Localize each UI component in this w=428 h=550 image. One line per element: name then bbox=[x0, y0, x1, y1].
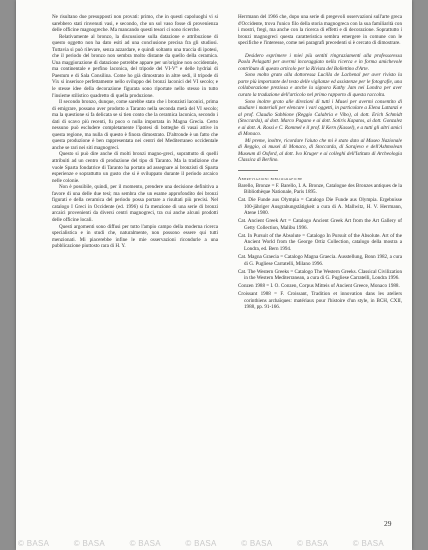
acknowledgements-note bbox=[238, 53, 402, 164]
bibliography-entry: Croissant 1988 = F. Croissant, Tradition et innovation dans les ateliers corinthiens archaïques: matériaux pour l'histoire d'un style, in BCH, CXII, 1988, pp. 91-166. bbox=[238, 291, 402, 311]
watermark-text: © BASA bbox=[241, 539, 273, 548]
left-paragraph-6: Questi argomenti sono diffusi per tutto l'ampio campo della moderna ricerca specialistica e in studi che, naturalmente, non possono essere qui tutti menzionati. Mi piacerebbe infine le mie osservazioni ricondurle a una pubblicazione piuttosto rara di H. Y. bbox=[52, 223, 218, 250]
bibliography-entry: Cat. Die Funde aus Olympia = Catalogo Die Funde aus Olympia. Ergebnisse 100-jähriger Ausgrabungstätigkeit a cura di A. Mallwitz, H. V. Herrmann, Atene 1980. bbox=[238, 197, 402, 217]
watermark-text: © BASA bbox=[296, 539, 329, 548]
bibliography bbox=[238, 176, 402, 311]
bibliography-entry: Cat. Magna Graecia = Catalogo Magna Graecia. Ausstellung, Bonn 1982, a cura di G. Pugliese Carratelli, Milano 1996. bbox=[238, 254, 402, 267]
bibliography-entry: Barello, Bronze = F. Barello, I. A. Bronze, Catalogue des Bronzes antiques de la Bibliothèque Nationale, Paris 1895. bbox=[238, 182, 402, 196]
watermark-strip bbox=[18, 539, 406, 548]
watermark-text: © BASA bbox=[18, 539, 50, 548]
note-paragraph-3: Sono inoltre grato alle direzioni di tutti i Musei per avermi consentito di studiare i materiali per elencare i vari oggetti, in particolare a Elena Lattanzi e al prof. Claudio Sabbione (Reggio Calabria e Vibo), al dott. Erich Schmidt (Stoccarda), al dott. Marco Pagano e ai dott. Sotiris Kapatos, ai dott. Gonzalez e ai dott. A. Rossi e C. Rommel e il prof. Il Kern (Kassel), e a tutti gli altri amici di Monaco. bbox=[238, 98, 402, 138]
left-paragraph-2: Relativamente al bronzo, la discussione sulla datazione e attribuzione di questo oggetto non ha dato esiti ad una conclusione precisa fra gli studiosi. Tuttavia si può rilevare, senza azzardare, e quindi soltanto una traccia di ipotesi, che il periodo del bronzo non sembra molto distante da quello della ceramica. Una maggiorazione di datazione potrebbe appare per un'origine non occidentale, ma continentale e perfino laconica, del tripode del VI-V° e delle hydriai di Paestum e di Sala Consilina. Come ho già dimostrato in altre sedi, il tripode di Vix si inserisce perfettamente nello sviluppo dei bronzi laconici del VI secolo; e le stesse idee della decorazione figurata sono riportate nello stesso in tutto l'insieme stilistico quadretto di quella produzione. bbox=[52, 33, 218, 99]
watermark-text: © BASA bbox=[73, 539, 106, 548]
document-page bbox=[16, 0, 412, 550]
right-paragraph-1: Herrmann del 1966 che, dopo una serie di pregevoli osservazioni sull'arte greca d'Occidente, trova l'unico filo della storia magnogreca con la sua familiarità con i mostri, fregi, ma anche con la ricerca di effetti e di decorazione. Soprattutto i bronzi magnogreci questa caratteristica sembra emergere in comune con le specifiche e l'interesse, come nei paragrafi precedenti si è cercato di dimostrare. bbox=[238, 14, 402, 47]
left-column bbox=[52, 14, 218, 250]
watermark-text: © BASA bbox=[129, 539, 161, 548]
bibliography-heading: Abbreviazioni bibliografiche bbox=[238, 176, 303, 182]
watermark-text: © BASA bbox=[185, 539, 217, 548]
note-paragraph-1: Desidero esprimere i miei più sentiti ringraziamenti alla professoressa Paola Pelagatti per avermi incoraggiato nella ricerca e in forma amichevole contributo di questo articolo per la Rivista del Bollettino d'Arte. bbox=[238, 52, 402, 72]
bibliography-entry: Cat. In Pursuit of the Absolute = Catalogo In Pursuit of the Absolute. Art of the Ancient World from the George Ortiz Collection, catalogo della mostra a Londra, ed. Bern 1994. bbox=[238, 232, 402, 252]
bibliography-entry: Cat. Ancient Greek Art = Catalogo Ancient Greek Art from the Art Gallery of Getty Collection, Malibu 1996. bbox=[238, 218, 402, 231]
left-paragraph-1: Ne risultano due presupposti non provati: primo, che in questi capoluoghi vi si sarebbero stati rinvenuti vasi, e secondo, che un sol vaso fosse di provenienza delle officine magnogreche. Ma mancando questi tesori ci sono ricerche. bbox=[52, 14, 218, 34]
left-paragraph-3: Il secondo bronzo, dunque, come sarebbe stato che i bronzisti laconici, prima di emigrare, possano aver prodotto a Taranto nella seconda metà del VI secolo; ma la questione si fa delicata se si tien conto che la ceramica laconica, secondo i dati di scavo più recenti, fu poco o nulla importata in Magna Grecia. Certo nessuno può escludere completamente l'ipotesi di botteghe di vasai attive in questa regione, ma nulla di questo è finora dimostrato. D'altronde è un fatto che questa produzione è ben rappresentata nei centri del Mediterraneo occidentale anche se rari nei siti magnogreci. bbox=[52, 99, 218, 151]
section-divider bbox=[238, 170, 278, 171]
left-paragraph-5: Non è possibile, quindi, per il momento, prendere una decisione definitiva a favore di una delle due tesi; ma sembra che un esame approfondito dei bronzi figurati e della ceramica del periodo possa portare a risultati più precisi. Nel catalogo I Greci in Occidente (ed. 1996) si fa menzione di una serie di bronzi arcaici provenienti da diversi centri magnogreci, tra cui anche alcuni prodotti delle officine locali. bbox=[52, 184, 218, 223]
note-paragraph-2: Sono molto grato alla dottoressa Lucilla de Lachenal per aver rivisto la parte più importante del testo delle vigilanze ed assistenze per le fotografie, una collaborazione preziosa e anche la signora Kathy Jam nei Londra per aver curato la traduzione dell'articolo nel primo rapporto di questa raccolta. bbox=[238, 72, 402, 99]
right-column bbox=[238, 14, 402, 312]
left-paragraph-4: Questo si può dire anche di molti bronzi magno-greci, soprattutto di quelli attribuiti ad un centro di produzione del tipo di Taranto. Ma la tradizione che vuole Sparta fondatrice di Taranto ha portato ad assegnare ai bronzisti di Sparta esperienze e soprattutto un gusto che si è sviluppato durante il periodo arcaico nelle colonie. bbox=[52, 151, 218, 184]
bibliography-entry: Cat. The Western Greeks = Catalogo The Western Greeks. Classical Civilization in the Western Mediterranean, a cura di G. Pugliese Carratelli, Londra 1996. bbox=[238, 268, 402, 282]
page-number: 29 bbox=[384, 519, 392, 528]
note-paragraph-4: Mi preme, inoltre, ricordare l'aiuto che mi è stato dato al Museo Nazionale di Reggio, ai musei di Monaco, di Stoccarda, di Sarajevo e dell'Ashmolean Museum di Oxford, al dott. Ivo Kruger e ai colleghi dell'Istituto di Archeologia Classica di Berlino. bbox=[238, 137, 402, 164]
watermark-text: © BASA bbox=[352, 539, 385, 548]
bibliography-entry: Conzen 1988 = I. O. Conzen, Corpus Mitteis of Ancient Greece, Monaco 1988. bbox=[238, 283, 400, 290]
